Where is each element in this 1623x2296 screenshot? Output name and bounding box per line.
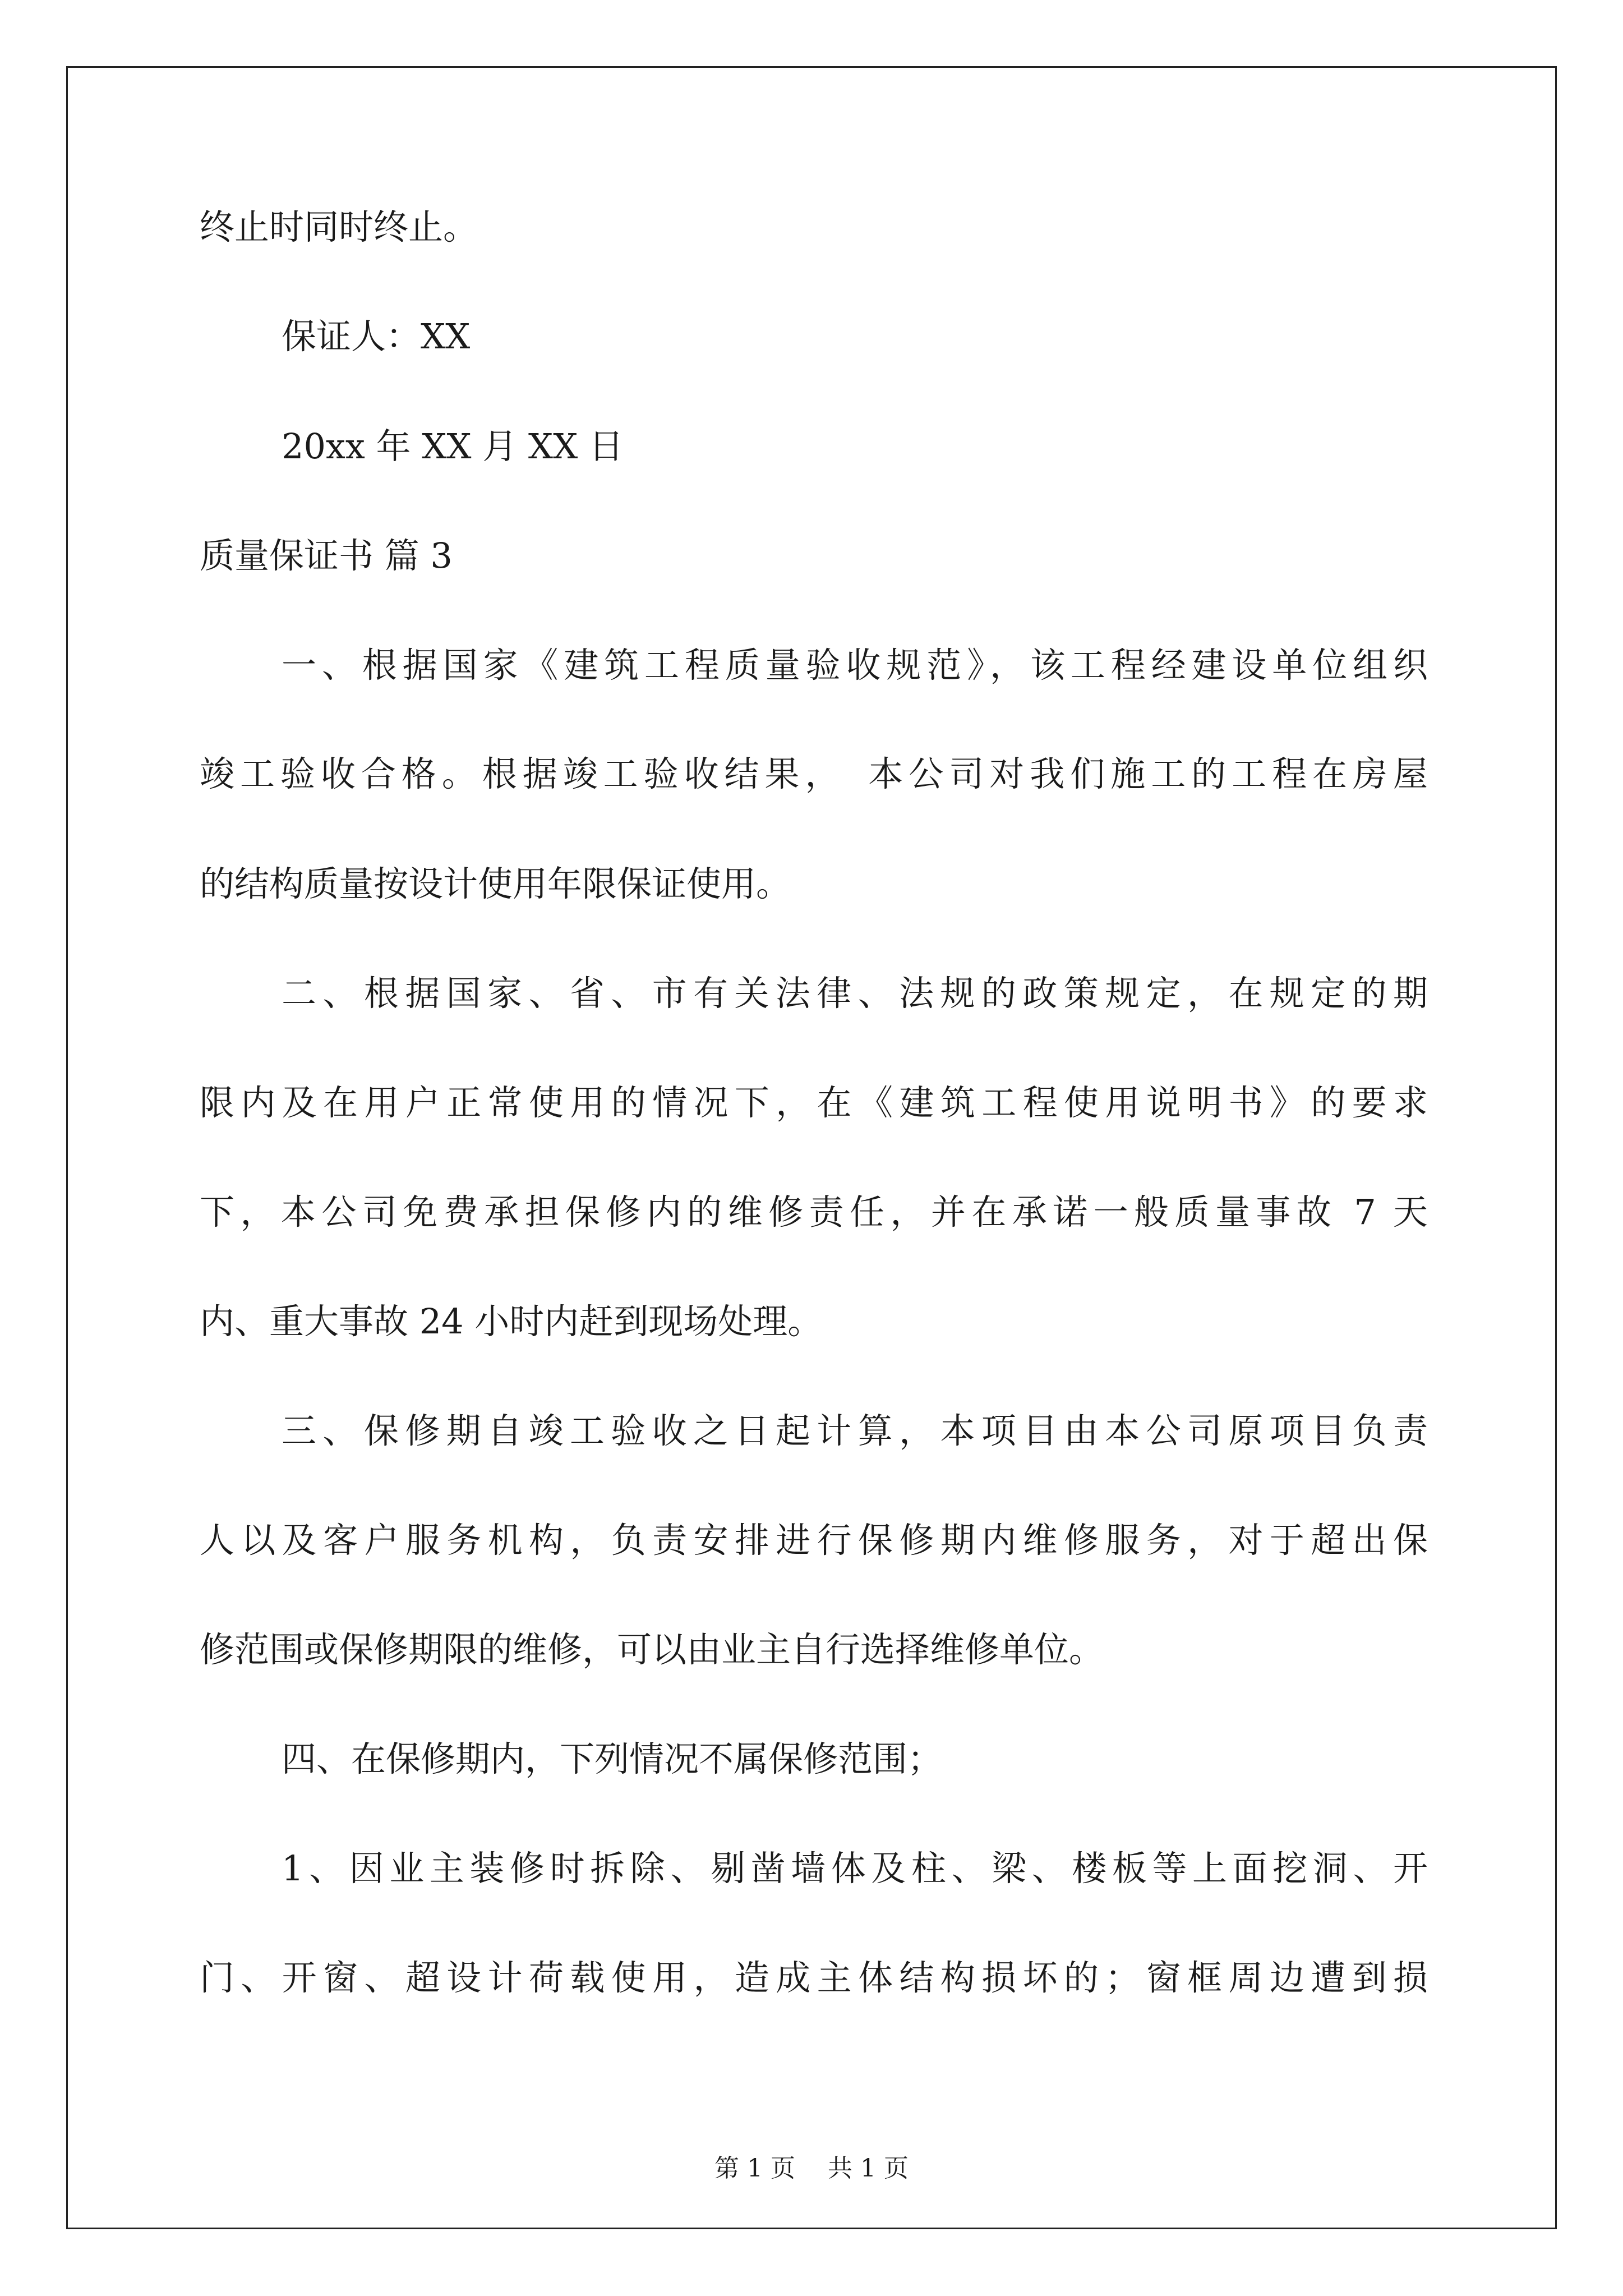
text-line: 终止时同时终止。 [200, 206, 478, 247]
text-line: 人以及客户服务机构，负责安排进行保修期内维修服务，对于超出保 [200, 1520, 1428, 1561]
page-footer: 第 1 页 共 1 页 [714, 2154, 909, 2183]
text-line: 三、保修期自竣工验收之日起计算，本项目由本公司原项目负责 [282, 1410, 1428, 1451]
page-border [66, 66, 1557, 2229]
text-line: 下，本公司免费承担保修内的维修责任，并在承诺一般质量事故 7 天 [200, 1191, 1428, 1232]
text-line: 竣工验收合格。根据竣工验收结果， 本公司对我们施工的工程在房屋 [200, 753, 1428, 794]
date-line: 20xx 年 XX 月 XX 日 [282, 426, 624, 467]
text-line: 修范围或保修期限的维修，可以由业主自行选择维修单位。 [200, 1629, 1104, 1670]
text-line: 一、根据国家《建筑工程质量验收规范》，该工程经建设单位组织 [282, 645, 1428, 685]
text-line: 的结构质量按设计使用年限保证使用。 [200, 863, 791, 904]
text-line: 1、因业主装修时拆除、剔凿墙体及柱、梁、楼板等上面挖洞、开 [282, 1848, 1428, 1889]
guarantor-line: 保证人：XX [282, 316, 471, 357]
text-line: 限内及在用户正常使用的情况下，在《建筑工程使用说明书》的要求 [200, 1082, 1428, 1123]
text-line: 二、根据国家、省、市有关法律、法规的政策规定，在规定的期 [282, 973, 1428, 1014]
text-line: 内、重大事故 24 小时内赶到现场处理。 [200, 1301, 823, 1342]
text-line: 四、在保修期内，下列情况不属保修范围； [282, 1738, 943, 1779]
text-line: 门、开窗、超设计荷载使用，造成主体结构损坏的；窗框周边遭到损 [200, 1957, 1428, 1998]
section-heading: 质量保证书 篇 3 [200, 535, 453, 576]
